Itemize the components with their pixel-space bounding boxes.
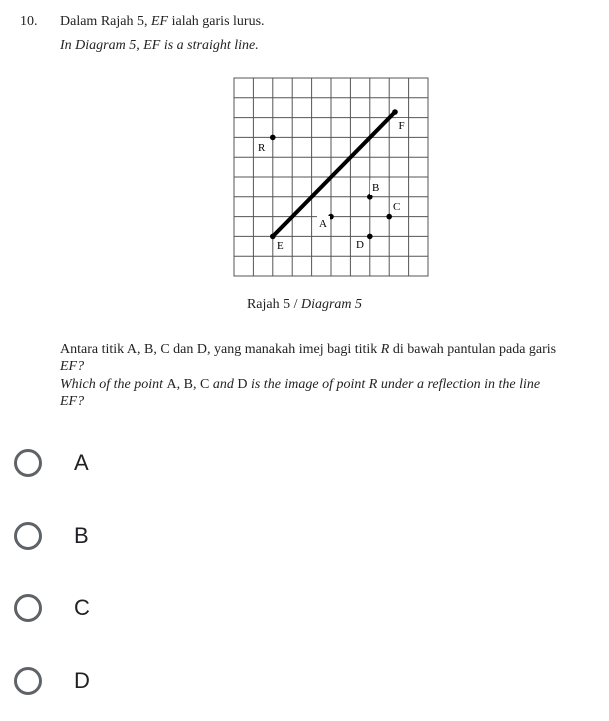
option-c[interactable] (14, 590, 90, 626)
question-stem-malay (60, 14, 265, 30)
option-d[interactable] (14, 663, 90, 699)
stem-malay-line-name: EF (150, 14, 169, 29)
label-a: A (319, 218, 327, 230)
option-c-label: C (74, 595, 90, 620)
label-c: C (393, 201, 401, 213)
point-c (386, 214, 392, 220)
line-ef (273, 112, 395, 236)
option-a-label: A (74, 450, 89, 475)
radio-button-a[interactable] (14, 449, 42, 477)
stem-malay-text-2: ialah garis lurus. (168, 14, 265, 29)
ask-english-line-name: EF? (60, 394, 85, 409)
diagram-caption (0, 297, 609, 313)
ask-english-text-4: D (237, 377, 248, 392)
label-e: E (277, 240, 284, 252)
option-a[interactable] (14, 445, 89, 481)
point-e (270, 234, 276, 240)
question-stem-english: In Diagram 5, EF is a straight line. (60, 38, 259, 53)
ask-english-text-1: Which of the point (60, 377, 167, 392)
ask-malay-text-1: Antara titik A, B, C dan D, yang manakah imej bagi titik (60, 342, 381, 357)
point-f (392, 109, 398, 115)
label-r: R (258, 142, 266, 154)
radio-button-d[interactable] (14, 667, 42, 695)
caption-english: Diagram 5 (300, 297, 363, 312)
ask-english-text-2: A, B, C (166, 377, 213, 392)
option-b[interactable] (14, 518, 89, 554)
stem-malay-text-1: Dalam Rajah 5, (60, 14, 151, 29)
diagram-5 (200, 70, 460, 290)
question-ask-malay (60, 341, 609, 375)
ask-english-text-3: and (212, 377, 238, 392)
ask-malay-line-name: EF? (60, 359, 85, 374)
option-d-label: D (74, 668, 90, 693)
radio-button-c[interactable] (14, 594, 42, 622)
question-number: 10. (20, 14, 38, 29)
radio-button-b[interactable] (14, 522, 42, 550)
ask-malay-point-name: R (380, 342, 390, 357)
ask-malay-text-2: di bawah pantulan pada garis (389, 342, 557, 357)
label-b: B (372, 182, 380, 194)
point-d (367, 234, 373, 240)
label-d: D (356, 239, 364, 251)
ask-english-text-5: is the image of point R under a reflection in the line (247, 377, 541, 392)
label-f: F (398, 120, 405, 132)
caption-malay: Rajah 5 / (246, 297, 301, 312)
option-b-label: B (74, 523, 89, 548)
question-ask-english (60, 376, 600, 410)
point-r (270, 135, 276, 141)
